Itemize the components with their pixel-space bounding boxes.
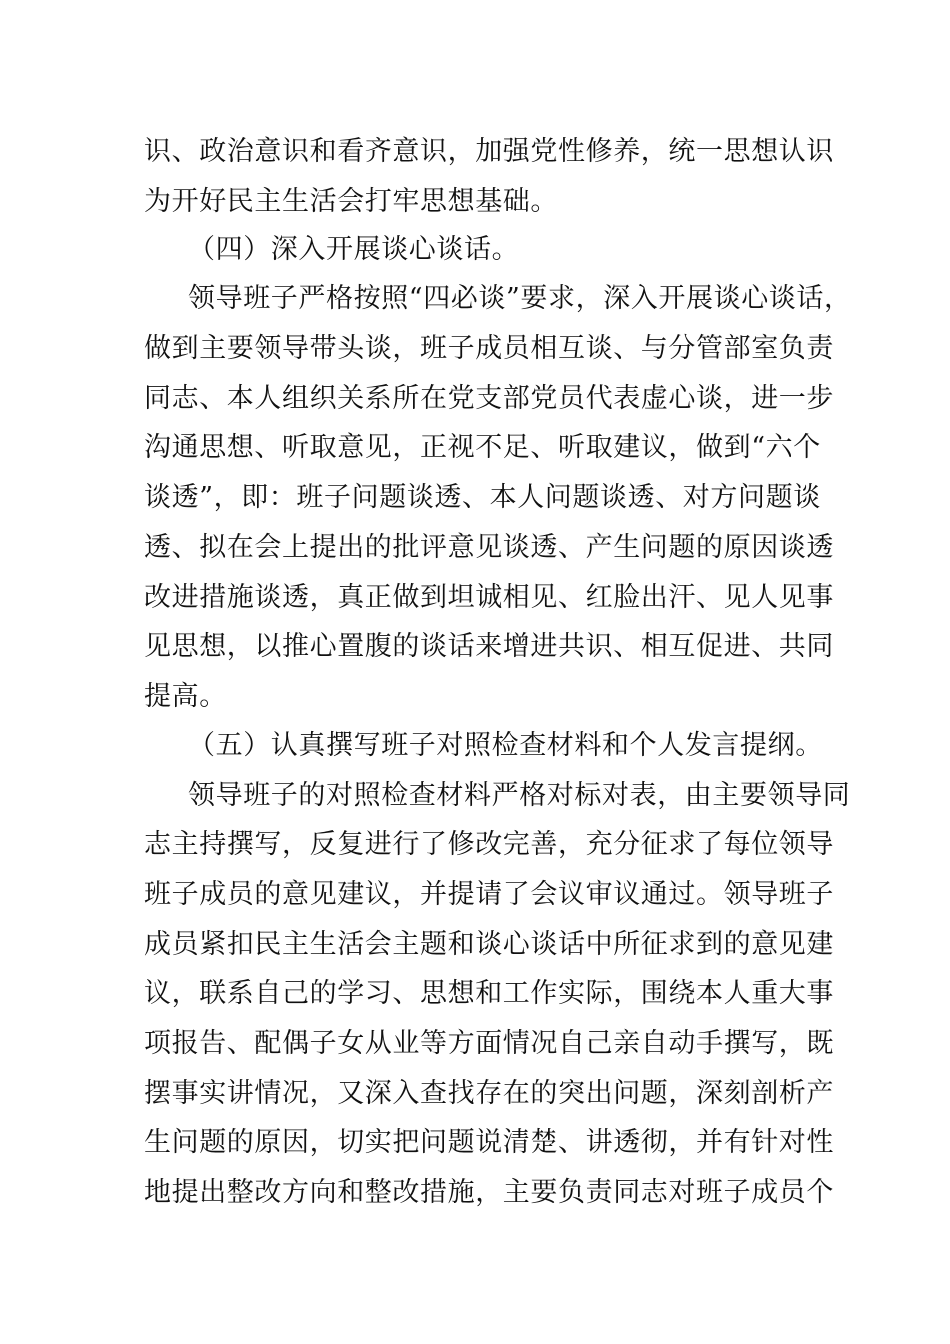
text-line-11: 见思想，以推心置腹的谈话来增进共识、相互促进、共同 [144, 631, 834, 662]
text-line-21: 生问题的原因，切实把问题说清楚、讲透彻，并有针对性 [144, 1127, 834, 1158]
text-line-8: 谈透”，即：班子问题谈透、本人问题谈透、对方问题谈 [144, 482, 821, 513]
section-heading-5: （五）认真撰写班子对照检查材料和个人发言提纲。 [188, 730, 823, 761]
text-line-20: 摆事实讲情况，又深入查找存在的突出问题，深刻剖析产 [144, 1078, 834, 1109]
text-line-7: 沟通思想、听取意见，正视不足、听取建议，做到“六个 [144, 432, 821, 463]
text-line-9: 透、拟在会上提出的批评意见谈透、产生问题的原因谈透 [144, 532, 834, 563]
text-line-15: 志主持撰写，反复进行了修改完善，充分征求了每位领导 [144, 829, 834, 860]
text-line-14: 领导班子的对照检查材料严格对标对表，由主要领导同 [188, 780, 851, 811]
text-line-10: 改进措施谈透，真正做到坦诚相见、红脸出汗、见人见事 [144, 582, 834, 613]
text-line-4: 领导班子严格按照“四必谈”要求，深入开展谈心谈话， [188, 283, 852, 314]
text-line-18: 议，联系自己的学习、思想和工作实际，围绕本人重大事 [144, 978, 834, 1009]
text-line-16: 班子成员的意见建议，并提请了会议审议通过。领导班子 [144, 879, 834, 910]
text-line-5: 做到主要领导带头谈，班子成员相互谈、与分管部室负责 [144, 333, 834, 364]
text-line-22: 地提出整改方向和整改措施，主要负责同志对班子成员个 [144, 1177, 834, 1208]
text-line-1: 识、政治意识和看齐意识，加强党性修养，统一思想认识 [144, 136, 834, 167]
text-line-2: 为开好民主生活会打牢思想基础。 [144, 186, 558, 217]
text-line-17: 成员紧扣民主生活会主题和谈心谈话中所征求到的意见建 [144, 929, 834, 960]
section-heading-4: （四）深入开展谈心谈话。 [188, 234, 520, 265]
text-line-6: 同志、本人组织关系所在党支部党员代表虚心谈，进一步 [144, 383, 834, 414]
text-line-19: 项报告、配偶子女从业等方面情况自己亲自动手撰写，既 [144, 1028, 834, 1059]
text-line-12: 提高。 [144, 681, 227, 712]
